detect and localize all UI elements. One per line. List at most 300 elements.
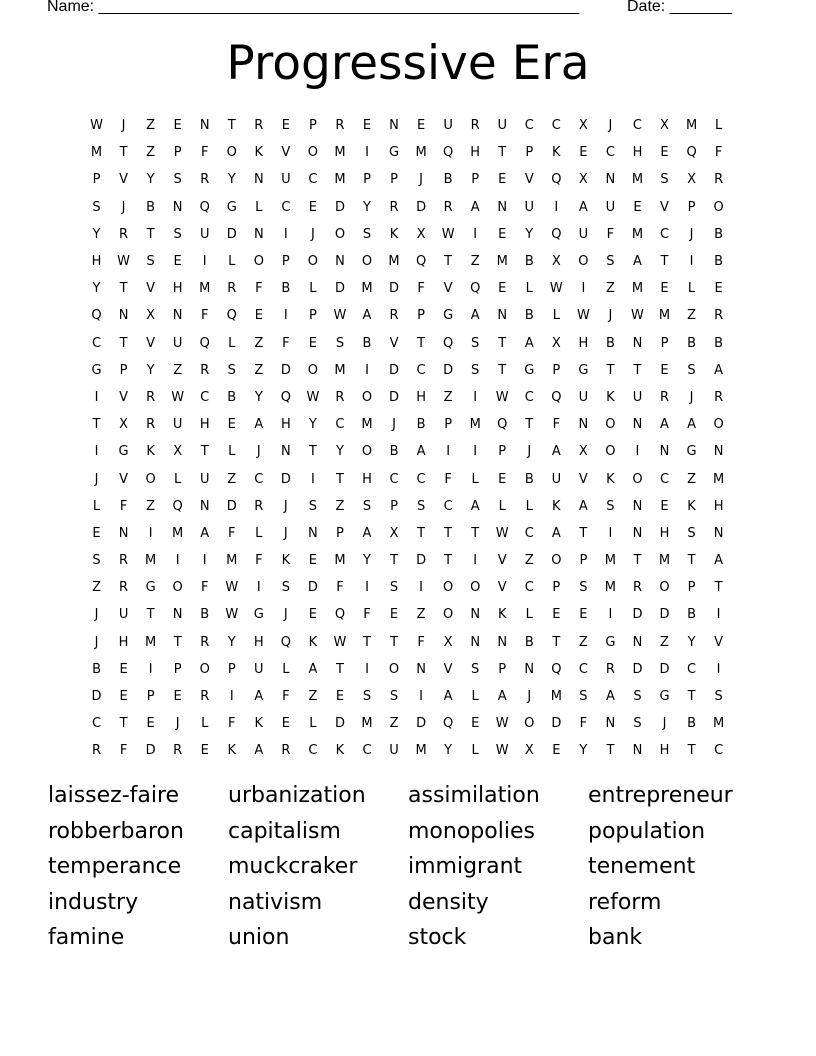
grid-row	[83, 248, 733, 275]
grid-letter: P	[498, 661, 507, 677]
word-bank-item: capitalism	[228, 818, 341, 844]
grid-letter: D	[334, 199, 345, 215]
grid-letter: R	[632, 580, 642, 596]
grid-row	[83, 493, 733, 520]
grid-letter: J	[608, 308, 613, 324]
grid-letter: G	[578, 362, 589, 378]
grid-letter: I	[473, 226, 478, 242]
grid-letter: R	[200, 172, 210, 188]
grid-letter: W	[495, 743, 509, 759]
grid-letter: F	[119, 498, 128, 514]
grid-letter: O	[524, 716, 535, 732]
grid-letter: C	[659, 226, 670, 242]
grid-letter: Y	[363, 553, 371, 569]
header	[47, 0, 747, 18]
grid-letter: I	[175, 553, 180, 569]
grid-letter: P	[119, 362, 128, 378]
grid-letter: D	[389, 362, 400, 378]
grid-letter: B	[687, 716, 697, 732]
grid-letter: A	[551, 444, 561, 460]
grid-letter: I	[716, 607, 721, 623]
word-bank-item: bank	[588, 925, 643, 950]
grid-letter: Z	[687, 308, 696, 324]
grid-letter: I	[473, 444, 478, 460]
grid-letter: T	[633, 553, 642, 569]
grid-letter: D	[145, 743, 156, 759]
grid-letter: B	[605, 335, 615, 351]
grid-letter: Y	[92, 281, 101, 297]
grid-letter: R	[443, 199, 453, 215]
grid-letter: L	[309, 281, 317, 297]
grid-letter: E	[498, 172, 507, 188]
word-bank-item: entrepreneur	[588, 783, 733, 808]
grid-letter: I	[310, 471, 315, 487]
grid-letter: J	[175, 716, 180, 732]
grid-letter: N	[199, 118, 210, 134]
grid-letter: E	[200, 743, 209, 759]
grid-letter: Y	[363, 199, 371, 215]
grid-letter: L	[525, 281, 533, 297]
grid-letter: P	[444, 417, 453, 433]
grid-letter: O	[226, 145, 237, 161]
grid-letter: E	[498, 471, 507, 487]
grid-letter: I	[635, 444, 640, 460]
grid-letter: Y	[227, 634, 236, 650]
grid-letter: I	[446, 444, 451, 460]
grid-letter: S	[389, 580, 399, 596]
grid-letter: I	[473, 553, 478, 569]
grid-letter: N	[389, 118, 399, 134]
grid-letter: E	[552, 607, 561, 623]
grid-letter: Y	[335, 444, 344, 460]
date-field-label: Date: _______	[627, 0, 732, 15]
grid-letter: L	[471, 743, 479, 759]
grid-letter: B	[524, 254, 534, 270]
grid-letter: F	[417, 281, 425, 297]
grid-letter: I	[202, 553, 207, 569]
word-bank-item: urbanization	[228, 783, 366, 808]
grid-letter: W	[306, 389, 320, 405]
grid-letter: P	[471, 172, 480, 188]
grid-letter: T	[687, 689, 696, 705]
grid-letter: Q	[686, 145, 697, 161]
grid-letter: G	[389, 145, 400, 161]
grid-letter: B	[416, 417, 426, 433]
grid-letter: C	[308, 743, 318, 759]
grid-letter: R	[254, 118, 264, 134]
grid-letter: M	[550, 689, 562, 705]
grid-letter: C	[254, 471, 264, 487]
grid-letter: X	[389, 525, 399, 541]
grid-letter: Q	[551, 172, 562, 188]
grid-letter: T	[552, 634, 561, 650]
grid-letter: A	[470, 498, 480, 514]
grid-letter: M	[199, 281, 211, 297]
grid-letter: X	[578, 444, 588, 460]
grid-letter: V	[660, 199, 669, 215]
grid-letter: Z	[146, 118, 156, 134]
grid-letter: F	[255, 281, 263, 297]
grid-letter: C	[416, 471, 426, 487]
grid-letter: F	[282, 335, 290, 351]
word-bank-item: immigrant	[408, 854, 523, 879]
grid-letter: L	[525, 607, 533, 623]
grid-letter: Z	[524, 553, 534, 569]
grid-letter: L	[687, 281, 696, 297]
grid-letter: R	[714, 389, 724, 405]
grid-letter: E	[633, 199, 642, 215]
grid-letter: E	[579, 145, 588, 161]
grid-letter: C	[687, 661, 697, 677]
grid-letter: R	[254, 498, 264, 514]
grid-letter: S	[687, 525, 696, 541]
grid-letter: H	[253, 634, 264, 650]
grid-letter: F	[119, 743, 128, 759]
grid-letter: S	[281, 580, 290, 596]
grid-letter: M	[604, 553, 617, 569]
grid-letter: E	[471, 716, 480, 732]
grid-letter: M	[631, 226, 644, 242]
grid-letter: C	[200, 389, 210, 405]
grid-row	[83, 194, 733, 221]
grid-letter: F	[200, 308, 209, 324]
grid-letter: O	[713, 199, 724, 215]
grid-letter: T	[444, 525, 453, 541]
grid-letter: E	[552, 743, 561, 759]
grid-letter: O	[443, 607, 454, 623]
grid-letter: U	[389, 743, 399, 759]
grid-letter: N	[470, 634, 481, 650]
grid-letter: O	[443, 580, 454, 596]
grid-letter: Y	[146, 172, 155, 188]
grid-letter: I	[283, 226, 288, 242]
grid-letter: O	[632, 471, 643, 487]
grid-letter: I	[608, 607, 613, 623]
grid-row	[83, 275, 733, 302]
grid-letter: I	[689, 254, 694, 270]
grid-letter: P	[660, 335, 669, 351]
grid-letter: B	[524, 634, 534, 650]
grid-letter: Z	[687, 471, 696, 487]
grid-letter: L	[228, 335, 236, 351]
grid-letter: N	[118, 308, 129, 324]
grid-letter: S	[92, 553, 101, 569]
grid-letter: Z	[470, 254, 480, 270]
grid-letter: E	[335, 689, 345, 705]
grid-letter: O	[470, 580, 481, 596]
grid-row	[83, 330, 733, 357]
grid-letter: I	[608, 525, 613, 541]
grid-letter: T	[417, 525, 426, 541]
grid-letter: Y	[254, 389, 263, 405]
grid-letter: Z	[92, 580, 101, 596]
word-bank-item: industry	[48, 889, 139, 915]
grid-letter: C	[551, 118, 561, 134]
grid-letter: E	[173, 118, 182, 134]
grid-letter: M	[631, 281, 644, 297]
grid-letter: W	[333, 308, 347, 324]
grid-letter: V	[443, 661, 453, 677]
grid-letter: W	[171, 389, 185, 405]
grid-letter: U	[524, 199, 535, 215]
grid-letter: K	[308, 634, 318, 650]
grid-letter: F	[200, 580, 209, 596]
grid-letter: E	[119, 661, 128, 677]
grid-letter: I	[202, 254, 207, 270]
grid-letter: K	[606, 471, 615, 487]
grid-letter: T	[660, 254, 669, 270]
grid-letter: P	[687, 199, 696, 215]
grid-letter: J	[392, 417, 396, 433]
grid-letter: L	[552, 308, 560, 324]
grid-letter: N	[605, 716, 616, 732]
grid-letter: J	[527, 444, 532, 460]
word-bank-item: stock	[408, 925, 467, 950]
grid-letter: P	[552, 362, 561, 378]
grid-letter: X	[119, 417, 129, 433]
name-field-label: Name: ______________________________________________________	[47, 0, 580, 15]
word-bank-item: laissez-faire	[48, 783, 180, 808]
grid-letter: R	[119, 580, 129, 596]
grid-letter: A	[551, 525, 561, 541]
grid-letter: B	[687, 335, 697, 351]
grid-letter: G	[443, 308, 454, 324]
grid-letter: O	[307, 362, 319, 378]
grid-letter: R	[389, 199, 399, 215]
grid-letter: T	[146, 226, 155, 242]
grid-letter: P	[498, 444, 507, 460]
grid-letter: R	[335, 389, 345, 405]
grid-letter: S	[660, 172, 669, 188]
grid-letter: U	[118, 607, 129, 623]
grid-letter: B	[389, 444, 399, 460]
grid-letter: D	[416, 199, 427, 215]
grid-letter: Z	[308, 689, 318, 705]
grid-letter: M	[658, 553, 671, 569]
grid-letter: J	[419, 172, 423, 188]
grid-row	[83, 520, 733, 547]
grid-letter: J	[121, 199, 126, 215]
grid-letter: J	[94, 471, 99, 487]
grid-letter: C	[91, 335, 102, 351]
grid-letter: C	[281, 199, 291, 215]
grid-letter: F	[228, 525, 236, 541]
grid-letter: X	[551, 335, 561, 351]
grid-letter: M	[334, 553, 346, 569]
grid-letter: Q	[280, 634, 291, 650]
grid-letter: X	[578, 118, 588, 134]
grid-letter: M	[145, 634, 157, 650]
grid-letter: S	[227, 362, 236, 378]
grid-letter: S	[633, 716, 642, 732]
grid-letter: T	[633, 362, 642, 378]
grid-letter: C	[524, 580, 534, 596]
grid-letter: I	[419, 689, 423, 705]
grid-letter: H	[659, 743, 670, 759]
grid-letter: V	[119, 172, 129, 188]
grid-letter: D	[280, 471, 291, 487]
grid-letter: R	[281, 743, 291, 759]
grid-letter: A	[470, 308, 480, 324]
grid-letter: I	[473, 389, 478, 405]
grid-letter: M	[631, 172, 644, 188]
grid-letter: X	[524, 743, 534, 759]
grid-letter: P	[227, 661, 236, 677]
grid-letter: H	[416, 389, 426, 405]
grid-letter: R	[119, 226, 129, 242]
grid-letter: Q	[497, 417, 508, 433]
grid-letter: N	[497, 199, 508, 215]
grid-letter: Q	[172, 498, 183, 514]
grid-letter: N	[253, 226, 264, 242]
grid-letter: H	[199, 417, 210, 433]
grid-letter: A	[524, 335, 534, 351]
grid-letter: A	[497, 689, 507, 705]
grid-letter: C	[362, 743, 372, 759]
grid-letter: P	[92, 172, 101, 188]
grid-letter: Q	[551, 661, 562, 677]
grid-letter: Y	[687, 634, 696, 650]
grid-letter: U	[443, 118, 453, 134]
grid-letter: J	[689, 389, 694, 405]
grid-letter: F	[606, 226, 615, 242]
grid-letter: V	[497, 553, 507, 569]
grid-letter: L	[309, 716, 317, 732]
grid-letter: U	[497, 118, 507, 134]
grid-letter: F	[255, 553, 263, 569]
grid-letter: I	[554, 199, 559, 215]
grid-letter: N	[713, 444, 724, 460]
grid-letter: N	[172, 308, 183, 324]
grid-letter: M	[90, 145, 103, 161]
grid-letter: M	[415, 743, 427, 759]
grid-letter: L	[228, 254, 236, 270]
grid-letter: W	[333, 634, 347, 650]
grid-letter: D	[389, 281, 400, 297]
grid-letter: A	[605, 689, 615, 705]
grid-letter: N	[578, 417, 589, 433]
grid-letter: N	[524, 661, 535, 677]
grid-letter: M	[226, 553, 238, 569]
grid-letter: E	[146, 716, 155, 732]
grid-letter: D	[91, 689, 102, 705]
grid-letter: R	[146, 417, 156, 433]
grid-letter: Y	[308, 417, 317, 433]
grid-letter: P	[552, 580, 561, 596]
grid-row	[83, 302, 733, 329]
grid-letter: E	[308, 199, 317, 215]
grid-letter: R	[335, 118, 345, 134]
grid-row	[83, 166, 733, 193]
grid-letter: T	[579, 525, 588, 541]
grid-letter: L	[92, 498, 101, 514]
grid-letter: T	[335, 471, 344, 487]
grid-letter: W	[441, 226, 455, 242]
grid-letter: E	[254, 308, 263, 324]
grid-letter: E	[173, 689, 182, 705]
grid-letter: S	[173, 226, 182, 242]
grid-letter: A	[362, 308, 372, 324]
grid-letter: I	[581, 281, 586, 297]
grid-letter: R	[389, 308, 399, 324]
grid-letter: B	[200, 607, 210, 623]
grid-letter: C	[335, 417, 345, 433]
grid-letter: Q	[415, 254, 427, 270]
grid-letter: K	[606, 389, 615, 405]
grid-letter: P	[579, 553, 588, 569]
grid-letter: Z	[254, 362, 264, 378]
letter-grid	[83, 112, 733, 765]
grid-letter: I	[94, 444, 99, 460]
grid-letter: P	[173, 145, 182, 161]
grid-letter: T	[119, 335, 128, 351]
grid-letter: S	[606, 254, 615, 270]
grid-letter: F	[282, 689, 290, 705]
grid-letter: Z	[443, 389, 453, 405]
grid-letter: T	[335, 661, 344, 677]
grid-letter: Q	[551, 226, 562, 242]
grid-letter: V	[389, 335, 399, 351]
grid-letter: T	[525, 417, 534, 433]
grid-letter: D	[632, 607, 643, 623]
grid-letter: L	[255, 525, 263, 541]
grid-letter: E	[498, 281, 507, 297]
grid-letter: K	[335, 743, 345, 759]
grid-letter: K	[552, 145, 561, 161]
grid-row	[83, 629, 733, 656]
grid-letter: R	[200, 689, 210, 705]
grid-letter: N	[659, 444, 670, 460]
grid-letter: X	[173, 444, 183, 460]
grid-letter: E	[660, 145, 669, 161]
grid-letter: R	[659, 389, 670, 405]
grid-letter: T	[119, 716, 128, 732]
grid-letter: E	[173, 254, 182, 270]
grid-letter: A	[254, 689, 264, 705]
grid-row	[83, 683, 733, 710]
grid-letter: H	[172, 281, 183, 297]
grid-letter: S	[362, 689, 372, 705]
grid-letter: R	[227, 281, 237, 297]
grid-letter: Q	[551, 389, 562, 405]
grid-letter: G	[91, 362, 102, 378]
grid-letter: A	[254, 743, 264, 759]
grid-letter: N	[632, 743, 643, 759]
grid-letter: H	[118, 634, 129, 650]
grid-letter: D	[659, 661, 670, 677]
grid-row	[83, 574, 733, 601]
grid-letter: J	[256, 444, 261, 460]
grid-letter: B	[443, 172, 453, 188]
grid-letter: P	[308, 308, 317, 324]
grid-letter: T	[714, 580, 723, 596]
grid-letter: U	[632, 389, 643, 405]
grid-letter: T	[200, 444, 209, 460]
grid-letter: M	[361, 417, 373, 433]
grid-letter: O	[361, 254, 373, 270]
grid-letter: N	[632, 335, 643, 351]
grid-letter: S	[416, 498, 426, 514]
grid-letter: S	[633, 689, 642, 705]
grid-letter: N	[497, 634, 508, 650]
grid-letter: N	[335, 254, 345, 270]
grid-letter: Q	[226, 308, 237, 324]
grid-letter: V	[497, 580, 507, 596]
grid-letter: K	[497, 607, 507, 623]
grid-letter: P	[390, 172, 398, 188]
grid-letter: E	[579, 607, 588, 623]
grid-letter: S	[714, 689, 723, 705]
